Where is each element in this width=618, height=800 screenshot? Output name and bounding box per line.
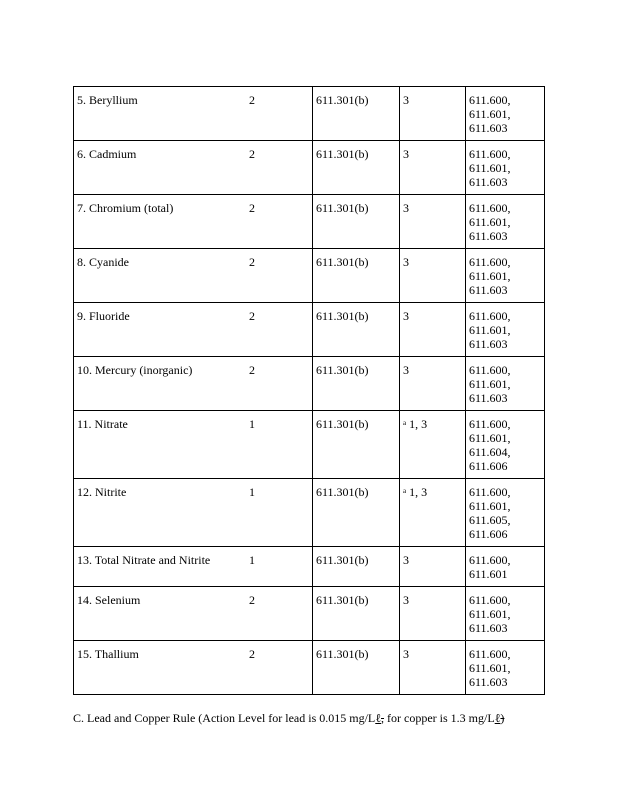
mcl-value: 2	[246, 195, 313, 249]
note-text: 3	[403, 201, 409, 215]
method-reference: 611.601,	[469, 607, 511, 621]
caption-inserted-l-2: ℓ	[494, 711, 501, 725]
contaminant-name: 15. Thallium	[74, 641, 247, 695]
contaminant-name: 5. Beryllium	[74, 87, 247, 141]
mcl-value: 2	[246, 587, 313, 641]
caption-inserted-l-1: ℓ	[375, 711, 382, 725]
contaminant-name: 13. Total Nitrate and Nitrite	[74, 547, 247, 587]
note-text: 1, 3	[409, 485, 428, 499]
section-reference: 611.301(b)	[313, 547, 400, 587]
method-reference: 611.600,	[469, 255, 511, 269]
method-reference: 611.600,	[469, 201, 511, 215]
note-text: 3	[403, 647, 409, 661]
method-reference: 611.600,	[469, 485, 511, 499]
methods-cell	[466, 357, 545, 411]
mcl-value: 2	[246, 357, 313, 411]
method-reference: 611.600,	[469, 593, 511, 607]
caption-struck-paren: )	[500, 711, 505, 725]
note-text: 3	[403, 309, 409, 323]
method-reference: 611.600,	[469, 647, 511, 661]
methods-cell	[466, 411, 545, 479]
table-row	[74, 357, 545, 411]
section-reference: 611.301(b)	[313, 303, 400, 357]
table-row	[74, 303, 545, 357]
table-row	[74, 479, 545, 547]
mcl-value: 2	[246, 249, 313, 303]
contaminant-name: 12. Nitrite	[74, 479, 247, 547]
method-reference: 611.600,	[469, 363, 511, 377]
method-reference: 611.600,	[469, 309, 511, 323]
method-reference: 611.601,	[469, 215, 511, 229]
section-reference: 611.301(b)	[313, 641, 400, 695]
method-reference: 611.600,	[469, 93, 511, 107]
footnote-marker: a	[403, 487, 407, 495]
section-reference: 611.301(b)	[313, 249, 400, 303]
note-cell	[400, 547, 466, 587]
note-text: 3	[403, 363, 409, 377]
contaminant-table	[73, 86, 545, 695]
note-cell	[400, 303, 466, 357]
methods-cell	[466, 87, 545, 141]
note-cell	[400, 195, 466, 249]
method-reference: 611.606	[469, 527, 508, 541]
note-cell	[400, 641, 466, 695]
section-reference: 611.301(b)	[313, 357, 400, 411]
caption-text-middle: for copper is 1.3 mg/L	[384, 711, 495, 725]
note-cell	[400, 587, 466, 641]
method-reference: 611.603	[469, 229, 508, 243]
methods-cell	[466, 303, 545, 357]
method-reference: 611.606	[469, 459, 508, 473]
table-row	[74, 249, 545, 303]
methods-cell	[466, 141, 545, 195]
note-text: 3	[403, 593, 409, 607]
methods-cell	[466, 479, 545, 547]
mcl-value: 2	[246, 641, 313, 695]
note-cell	[400, 479, 466, 547]
table-row	[74, 141, 545, 195]
method-reference: 611.600,	[469, 553, 511, 567]
method-reference: 611.601	[469, 567, 508, 581]
mcl-value: 1	[246, 479, 313, 547]
table-row	[74, 547, 545, 587]
note-text: 1, 3	[409, 417, 428, 431]
footnote-marker: a	[403, 419, 407, 427]
methods-cell	[466, 587, 545, 641]
section-reference: 611.301(b)	[313, 141, 400, 195]
table-row	[74, 411, 545, 479]
table-row	[74, 641, 545, 695]
section-reference: 611.301(b)	[313, 479, 400, 547]
section-reference: 611.301(b)	[313, 87, 400, 141]
method-reference: 611.603	[469, 175, 508, 189]
method-reference: 611.603	[469, 391, 508, 405]
methods-cell	[466, 547, 545, 587]
table-row	[74, 195, 545, 249]
method-reference: 611.601,	[469, 499, 511, 513]
section-c-caption	[73, 711, 504, 726]
note-text: 3	[403, 147, 409, 161]
note-text: 3	[403, 255, 409, 269]
note-cell	[400, 357, 466, 411]
contaminant-name: 7. Chromium (total)	[74, 195, 247, 249]
method-reference: 611.601,	[469, 323, 511, 337]
section-reference: 611.301(b)	[313, 411, 400, 479]
method-reference: 611.601,	[469, 107, 511, 121]
mcl-value: 1	[246, 411, 313, 479]
method-reference: 611.605,	[469, 513, 511, 527]
mcl-value: 2	[246, 87, 313, 141]
contaminant-name: 8. Cyanide	[74, 249, 247, 303]
methods-cell	[466, 249, 545, 303]
methods-cell	[466, 641, 545, 695]
note-cell	[400, 141, 466, 195]
note-text: 3	[403, 93, 409, 107]
method-reference: 611.600,	[469, 417, 511, 431]
note-cell	[400, 249, 466, 303]
caption-text-start: C. Lead and Copper Rule (Action Level for lead is 0.015 mg/L	[73, 711, 376, 725]
method-reference: 611.601,	[469, 377, 511, 391]
mcl-value: 2	[246, 141, 313, 195]
mcl-value: 2	[246, 303, 313, 357]
method-reference: 611.601,	[469, 269, 511, 283]
note-text: 3	[403, 553, 409, 567]
method-reference: 611.600,	[469, 147, 511, 161]
method-reference: 611.601,	[469, 661, 511, 675]
method-reference: 611.604,	[469, 445, 511, 459]
mcl-value: 1	[246, 547, 313, 587]
table-row	[74, 87, 545, 141]
method-reference: 611.603	[469, 675, 508, 689]
note-cell	[400, 411, 466, 479]
contaminant-name: 11. Nitrate	[74, 411, 247, 479]
method-reference: 611.603	[469, 283, 508, 297]
section-reference: 611.301(b)	[313, 195, 400, 249]
contaminant-name: 6. Cadmium	[74, 141, 247, 195]
caption-struck-comma: ,	[381, 711, 385, 725]
method-reference: 611.603	[469, 337, 508, 351]
methods-cell	[466, 195, 545, 249]
section-reference: 611.301(b)	[313, 587, 400, 641]
note-cell	[400, 87, 466, 141]
contaminant-name: 9. Fluoride	[74, 303, 247, 357]
method-reference: 611.603	[469, 121, 508, 135]
table-row	[74, 587, 545, 641]
method-reference: 611.601,	[469, 431, 511, 445]
method-reference: 611.603	[469, 621, 508, 635]
method-reference: 611.601,	[469, 161, 511, 175]
contaminant-name: 14. Selenium	[74, 587, 247, 641]
contaminant-name: 10. Mercury (inorganic)	[74, 357, 247, 411]
